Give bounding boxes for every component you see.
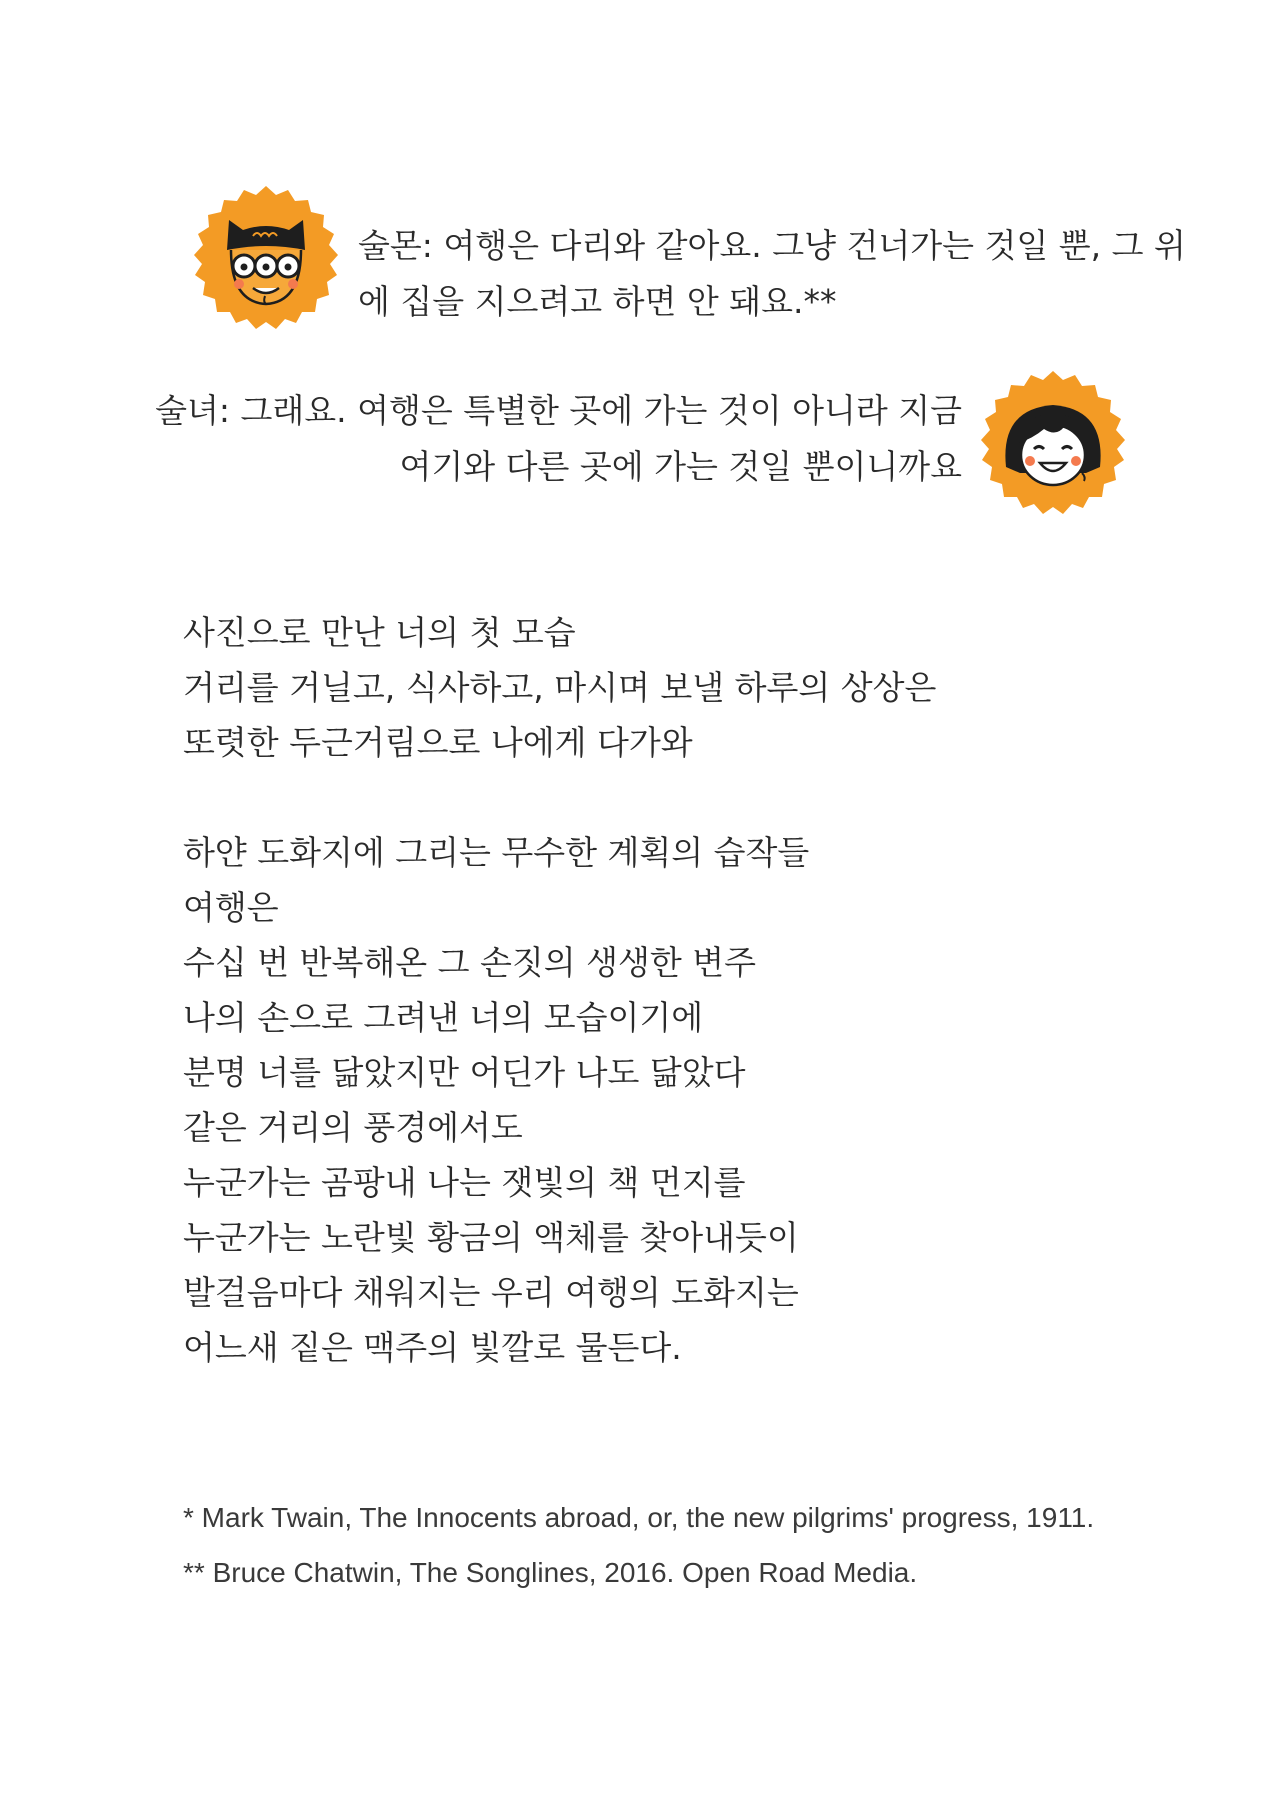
sulnyeo-avatar-badge (974, 369, 1132, 527)
poem-line: 사진으로 만난 너의 첫 모습 (183, 613, 576, 652)
footnote-mark-twain: * Mark Twain, The Innocents abroad, or, the new pilgrims' progress, 1911. (183, 1502, 1095, 1533)
poem-line: 나의 손으로 그려낸 너의 모습이기에 (183, 998, 704, 1037)
poem-line: 또렷한 두근거림으로 나에게 다가와 (183, 723, 693, 762)
poem-line: 수십 번 반복해온 그 손짓의 생생한 변주 (183, 943, 756, 982)
poem-line: 같은 거리의 풍경에서도 (183, 1108, 523, 1147)
poem-stanza-2 (183, 825, 936, 1375)
sulmon-avatar-badge (187, 184, 345, 342)
sulmon-dialogue (358, 218, 1186, 330)
poem-line: 누군가는 곰팡내 나는 잿빛의 책 먼지를 (183, 1163, 746, 1202)
poem-stanza-1 (183, 605, 936, 770)
sulmon-dialogue-line-2: 에 집을 지으려고 하면 안 돼요.** (358, 282, 837, 321)
footnotes (183, 1490, 1094, 1600)
poem-line: 발걸음마다 채워지는 우리 여행의 도화지는 (183, 1273, 799, 1312)
sulnyeo-dialogue-line-2: 여기와 다른 곳에 가는 것일 뿐이니까요 (399, 447, 962, 486)
stanza-gap (183, 770, 936, 825)
sulnyeo-dialogue-line-1: 술녀: 그래요. 여행은 특별한 곳에 가는 것이 아니라 지금 (155, 391, 962, 430)
poem-line: 여행은 (183, 888, 279, 927)
poem (183, 605, 936, 1375)
footnote-bruce-chatwin: ** Bruce Chatwin, The Songlines, 2016. Open Road Media. (183, 1557, 918, 1588)
poem-line: 하얀 도화지에 그리는 무수한 계획의 습작들 (183, 833, 810, 872)
sulmon-dialogue-line-1: 술몬: 여행은 다리와 같아요. 그냥 건너가는 것일 뿐, 그 위 (358, 226, 1186, 265)
poem-line: 어느새 짙은 맥주의 빛깔로 물든다. (183, 1328, 682, 1367)
sulnyeo-dialogue (155, 383, 962, 495)
poem-line: 거리를 거닐고, 식사하고, 마시며 보낼 하루의 상상은 (183, 668, 937, 707)
poem-line: 분명 너를 닮았지만 어딘가 나도 닮았다 (183, 1053, 746, 1092)
poem-line: 누군가는 노란빛 황금의 액체를 찾아내듯이 (183, 1218, 799, 1257)
